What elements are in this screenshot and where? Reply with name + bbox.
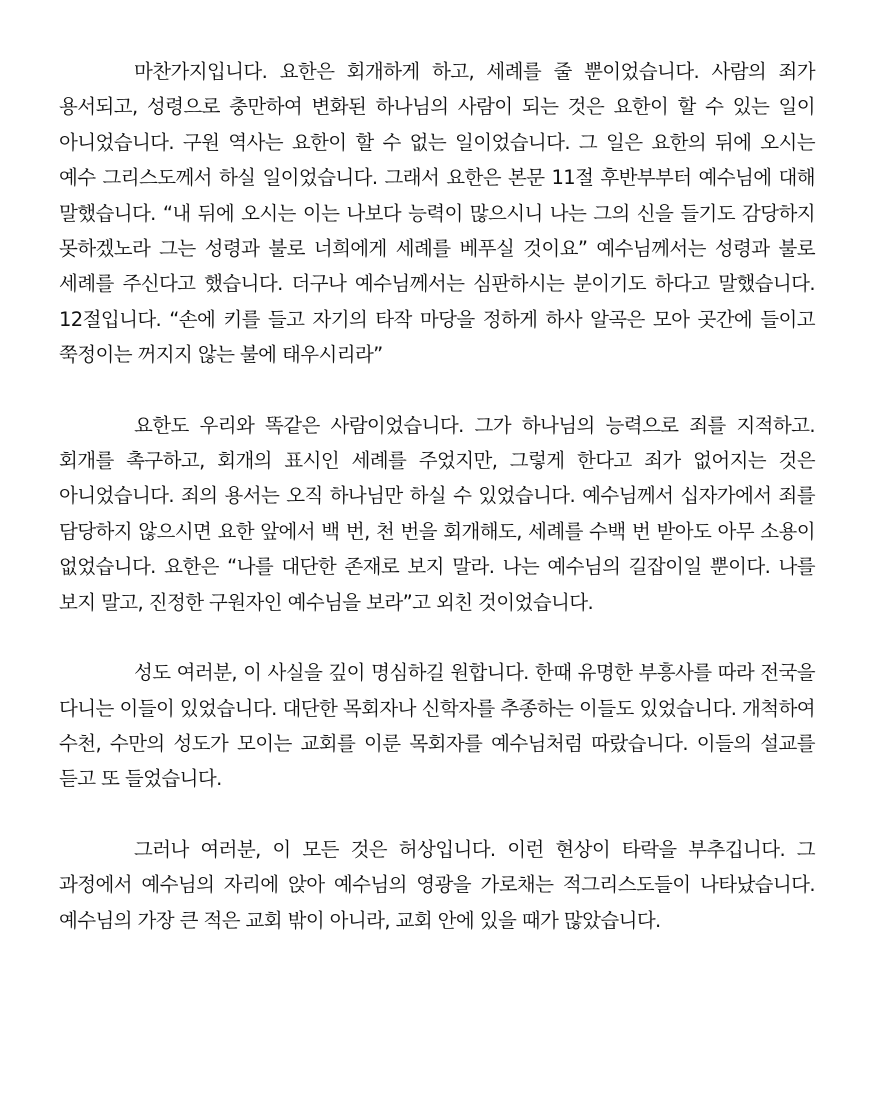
paragraph-4: 그러나 여러분, 이 모든 것은 허상입니다. 이런 현상이 타락을 부추깁니다. 그 과정에서 예수님의 자리에 앉아 예수님의 영광을 가로채는 적그리스도들이 나타났습니다. 예수님의 가장 큰 적은 교회 밖이 아니라, 교회 안에 있을 때가 많았습니다. <box>59 837 815 932</box>
paragraph-2: 요한도 우리와 똑같은 사람이었습니다. 그가 하나님의 능력으로 죄를 지적하고. 회개를 촉구하고, 회개의 표시인 세례를 주었지만, 그렇게 한다고 죄가 없어지는 것은 아니었습니다. 죄의 용서는 오직 하나님만 하실 수 있었습니다. 예수님께서 십자가에서 죄를 담당하지 않으시면 요한 앞에서 백 번, 천 번을 회개해도, 세례를 수백 번 받아도 아무 소용이 없었습니다. 요한은 “나를 대단한 존재로 보지 말라. 나는 예수님의 길잡이일 뿐이다. 나를 보지 말고, 진정한 구원자인 예수님을 보라”고 외친 것이었습니다. <box>59 413 815 614</box>
document-page <box>59 54 815 938</box>
paragraph-3: 성도 여러분, 이 사실을 깊이 명심하길 원합니다. 한때 유명한 부흥사를 따라 전국을 다니는 이들이 있었습니다. 대단한 목회자나 신학자를 추종하는 이들도 있었습니다. 개척하여 수천, 수만의 성도가 모이는 교회를 이룬 목회자를 예수님처럼 따랐습니다. 이들의 설교를 듣고 또 들었습니다. <box>59 661 815 791</box>
paragraph-1: 마찬가지입니다. 요한은 회개하게 하고, 세례를 줄 뿐이었습니다. 사람의 죄가 용서되고, 성령으로 충만하여 변화된 하나님의 사람이 되는 것은 요한이 할 수 있는 일이 아니었습니다. 구원 역사는 요한이 할 수 없는 일이었습니다. 그 일은 요한의 뒤에 오시는 예수 그리스도께서 하실 일이었습니다. 그래서 요한은 본문 11절 후반부부터 예수님에 대해 말했습니다. “내 뒤에 오시는 이는 나보다 능력이 많으시니 나는 그의 신을 들기도 감당하지 못하겠노라 그는 성령과 불로 너희에게 세례를 베푸실 것이요” 예수님께서는 성령과 불로 세례를 주신다고 했습니다. 더구나 예수님께서는 심판하시는 분이기도 하다고 말했습니다. 12절입니다. “손에 키를 들고 자기의 타작 마당을 정하게 하사 알곡은 모아 곳간에 들이고 쭉정이는 꺼지지 않는 불에 태우시리라” <box>59 60 815 367</box>
